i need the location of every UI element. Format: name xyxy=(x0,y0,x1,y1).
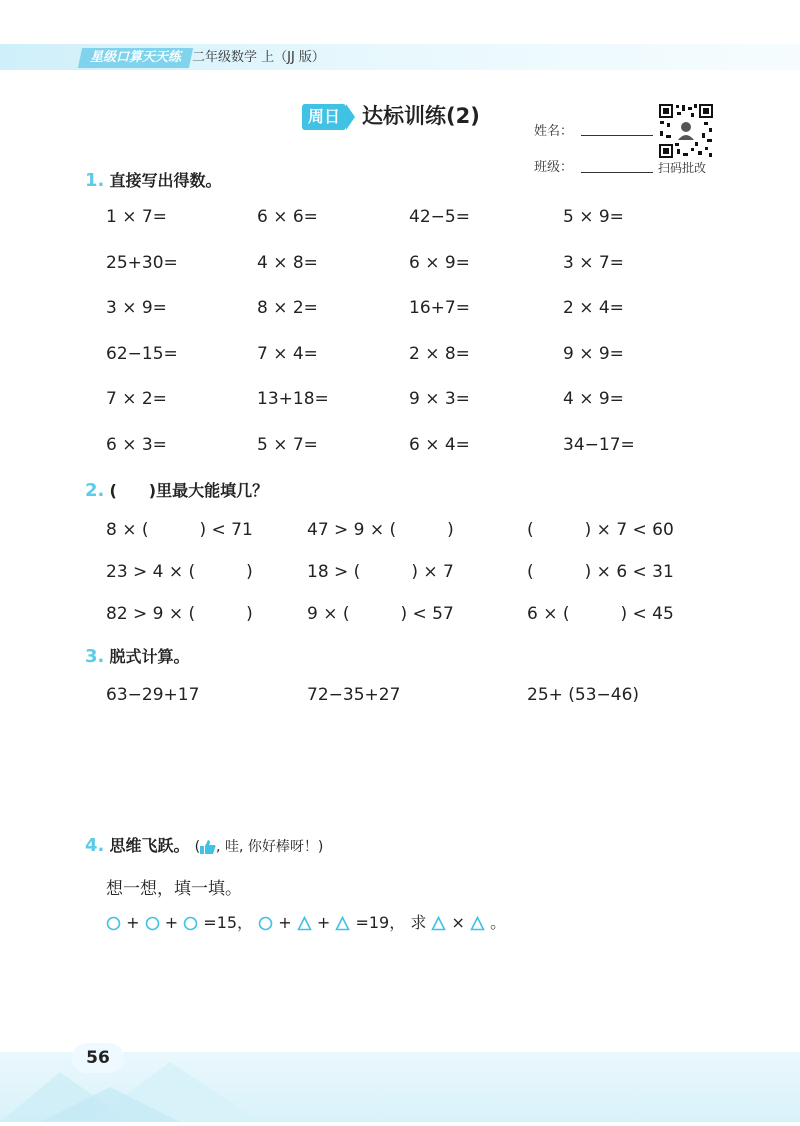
circle-icon xyxy=(145,916,160,931)
section3-title: 脱式计算。 xyxy=(109,647,190,666)
inequality-item: 8 × ( ) < 71 xyxy=(106,520,253,540)
triangle-icon xyxy=(470,916,485,931)
qr-caption: 扫码批改 xyxy=(658,161,707,175)
qr-code-icon[interactable] xyxy=(658,103,714,159)
class-label: 班级： xyxy=(534,160,574,175)
oral-calc-item: 4 × 9= xyxy=(563,389,624,409)
section4-note xyxy=(195,839,324,855)
circle-icon xyxy=(183,916,198,931)
oral-calc-item: 1 × 7= xyxy=(106,207,167,227)
section4-title: 思维飞跃。 xyxy=(109,836,190,855)
section3-heading xyxy=(85,646,189,668)
circle-icon xyxy=(258,916,273,931)
oral-calc-item: 8 × 2= xyxy=(257,298,318,318)
page-title: 达标训练(2) xyxy=(362,104,480,128)
section2-title: ( )里最大能填几？ xyxy=(109,481,269,500)
oral-calc-item: 62−15= xyxy=(106,344,178,364)
section3-number: 3. xyxy=(85,646,105,667)
plus-sign: + xyxy=(278,913,292,932)
oral-calc-item: 16+7= xyxy=(409,298,470,318)
oral-calc-item: 42−5= xyxy=(409,207,470,227)
inequality-item: 9 × ( ) < 57 xyxy=(307,604,454,624)
oral-calc-item: 34−17= xyxy=(563,435,635,455)
inequality-item: 47 > 9 × ( ) xyxy=(307,520,454,540)
oral-calc-item: 7 × 4= xyxy=(257,344,318,364)
triangle-icon xyxy=(297,916,312,931)
circle-icon xyxy=(106,916,121,931)
thumbs-up-icon xyxy=(200,840,216,854)
times-sign: × xyxy=(451,913,465,932)
oral-calc-item: 6 × 6= xyxy=(257,207,318,227)
section4-heading xyxy=(85,835,323,857)
inequality-item: ( ) × 6 < 31 xyxy=(527,562,674,582)
series-tag xyxy=(78,48,193,68)
name-label: 姓名： xyxy=(534,124,574,139)
oral-calc-item: 6 × 9= xyxy=(409,253,470,273)
oral-calc-item: 13+18= xyxy=(257,389,329,409)
plus-sign: + xyxy=(316,913,331,932)
section2-heading xyxy=(85,480,268,502)
oral-calc-item: 5 × 9= xyxy=(563,207,624,227)
plus-sign: + xyxy=(164,913,179,932)
oral-calc-item: 9 × 9= xyxy=(563,344,624,364)
inequality-item: 6 × ( ) < 45 xyxy=(527,604,674,624)
class-field[interactable] xyxy=(581,171,653,173)
plus-sign: + xyxy=(126,913,140,932)
section1-title: 直接写出得数。 xyxy=(109,171,222,190)
section1-number: 1. xyxy=(85,170,105,191)
inequality-item: 23 > 4 × ( ) xyxy=(106,562,253,582)
period: 。 xyxy=(490,913,507,932)
oral-calc-item: 9 × 3= xyxy=(409,389,470,409)
section4-number: 4. xyxy=(85,835,105,856)
calc-item-3: 25+ (53−46) xyxy=(527,685,640,705)
series-label: 星级口算天天练 xyxy=(90,50,182,65)
oral-calc-item: 3 × 9= xyxy=(106,298,167,318)
oral-calc-item: 2 × 4= xyxy=(563,298,624,318)
equals-15: =15， xyxy=(203,913,254,932)
page-number: 56 xyxy=(72,1043,124,1073)
day-badge: 周日 xyxy=(302,104,346,130)
day-arrow-icon xyxy=(346,104,355,130)
ask-word: 求 xyxy=(410,913,427,932)
inequality-item: 18 > ( ) × 7 xyxy=(307,562,454,582)
oral-calc-item: 25+30= xyxy=(106,253,178,273)
calc-item-2: 72−35+27 xyxy=(307,685,401,705)
oral-calc-item: 6 × 4= xyxy=(409,435,470,455)
oral-calc-item: 6 × 3= xyxy=(106,435,167,455)
oral-calc-item: 5 × 7= xyxy=(257,435,318,455)
section4-prompt: 想一想，填一填。 xyxy=(106,879,242,899)
oral-calc-item: 4 × 8= xyxy=(257,253,318,273)
note-open: ( xyxy=(194,839,201,855)
section1-heading xyxy=(85,170,221,192)
oral-calc-item: 3 × 7= xyxy=(563,253,624,273)
inequality-item: 82 > 9 × ( ) xyxy=(106,604,253,624)
note-text: , 哇, 你好棒呀！) xyxy=(216,839,324,855)
triangle-icon xyxy=(431,916,446,931)
inequality-item: ( ) × 7 < 60 xyxy=(527,520,674,540)
oral-calc-item: 7 × 2= xyxy=(106,389,167,409)
calc-item-1: 63−29+17 xyxy=(106,685,200,705)
equals-19: =19， xyxy=(355,913,406,932)
puzzle-equation xyxy=(106,912,506,934)
oral-calc-item: 2 × 8= xyxy=(409,344,470,364)
name-field[interactable] xyxy=(581,134,653,136)
triangle-icon xyxy=(335,916,350,931)
section2-number: 2. xyxy=(85,480,105,501)
book-subtitle: 二年级数学 上（JJ 版） xyxy=(192,50,325,65)
